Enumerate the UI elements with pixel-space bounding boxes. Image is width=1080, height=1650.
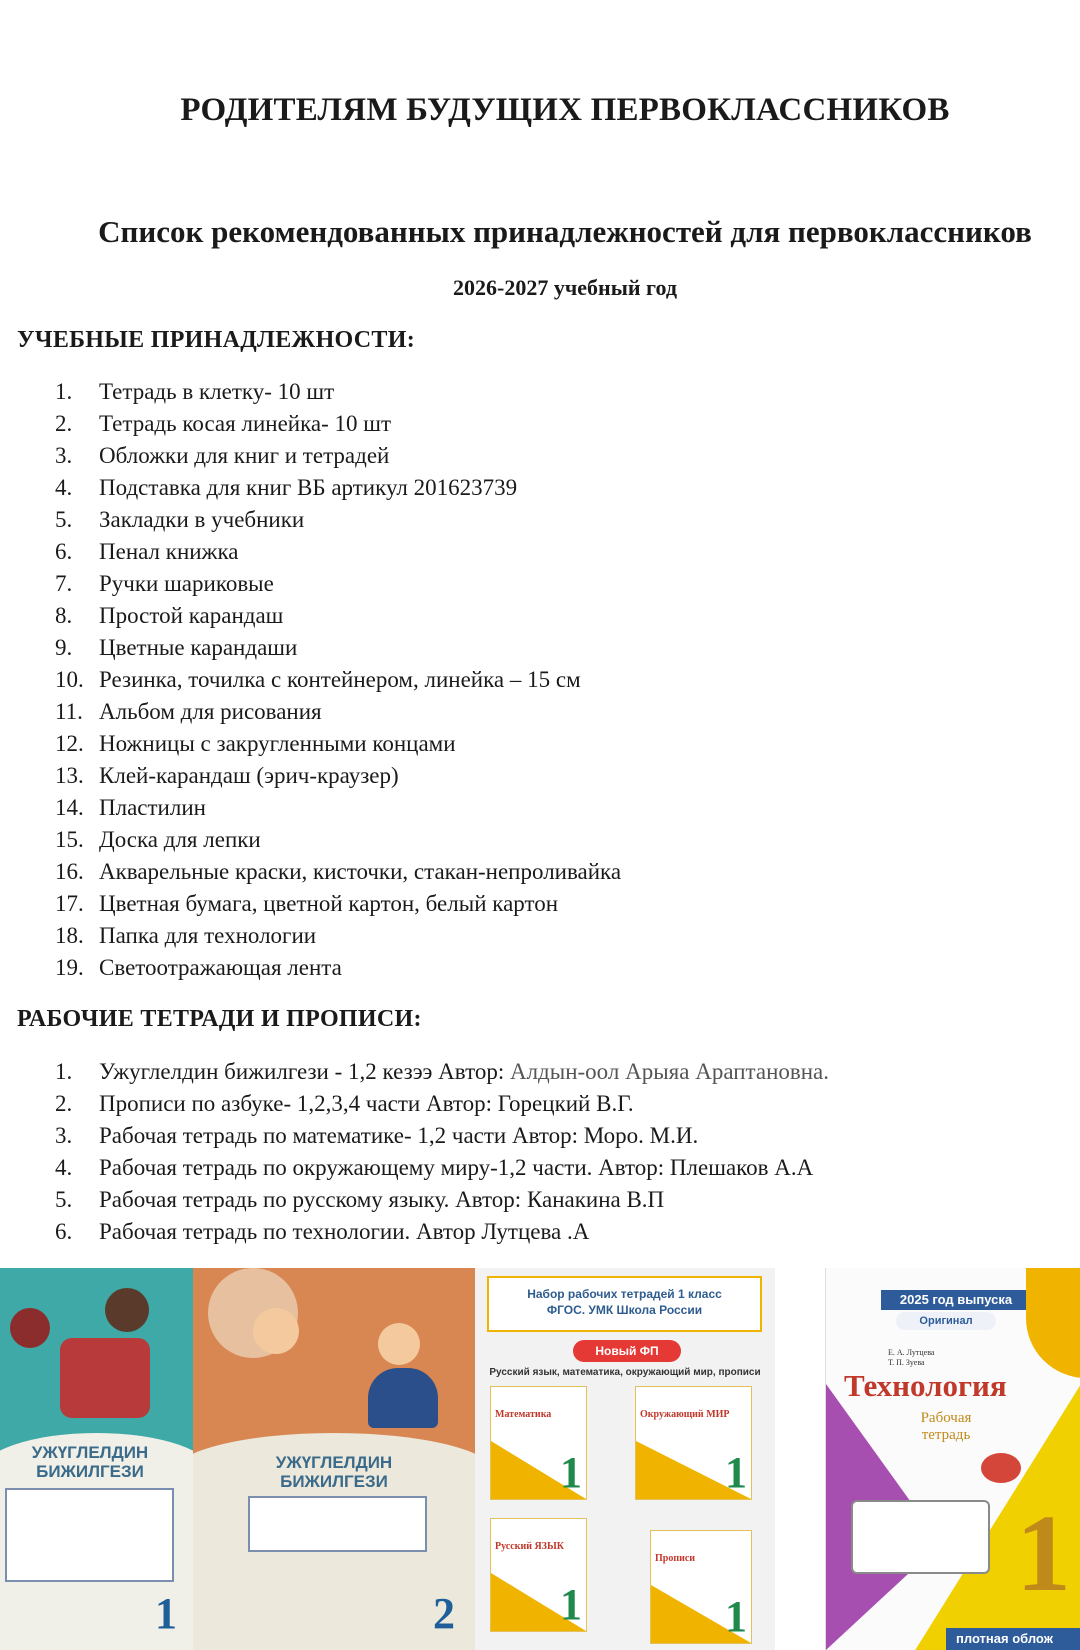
child-figure-icon bbox=[253, 1308, 299, 1354]
list-item bbox=[0, 1088, 1080, 1120]
ladybug-icon bbox=[981, 1453, 1021, 1483]
list-item bbox=[0, 728, 1080, 760]
workbooks-list bbox=[0, 1056, 1080, 1248]
list-item bbox=[0, 920, 1080, 952]
item-text bbox=[99, 408, 391, 440]
list-item bbox=[0, 632, 1080, 664]
item-main-text: Тетрадь косая линейка- 10 шт bbox=[99, 411, 392, 436]
authors: Е. А. Лутцева Т. П. Зуева bbox=[888, 1348, 935, 1367]
item-number: 6. bbox=[55, 539, 73, 564]
item-main-text: Прописи по азбуке- 1,2,3,4 части Автор: Горецкий В.Г. bbox=[99, 1091, 634, 1116]
workbook-russian: Русский ЯЗЫК 1 bbox=[490, 1518, 587, 1632]
handwritten-label bbox=[248, 1496, 427, 1552]
item-number: 12. bbox=[55, 731, 84, 756]
list-item bbox=[0, 536, 1080, 568]
book-title: Технология bbox=[844, 1368, 1007, 1403]
workbook-world: Окружающий МИР 1 bbox=[635, 1386, 752, 1500]
child-figure-icon bbox=[105, 1288, 149, 1332]
item-text bbox=[99, 536, 238, 568]
set-caption: Русский язык, математика, окружающий мир, прописи bbox=[489, 1367, 761, 1378]
item-main-text: Цветные карандаши bbox=[99, 635, 298, 660]
list-item bbox=[0, 888, 1080, 920]
school-year: 2026-2027 учебный год bbox=[453, 275, 677, 300]
book-number: 1 bbox=[1016, 1492, 1071, 1614]
book-title: УЖҮГЛЕЛДИН БИЖИЛГЕЗИ bbox=[31, 1443, 149, 1481]
item-text bbox=[99, 792, 206, 824]
item-text bbox=[99, 760, 399, 792]
item-main-text: Рабочая тетрадь по окружающему миру-1,2 части. Автор: Плешаков А.А bbox=[99, 1155, 814, 1180]
item-number: 5. bbox=[55, 1187, 73, 1212]
item-text bbox=[99, 920, 316, 952]
list-item bbox=[0, 792, 1080, 824]
item-main-text: Цветная бумага, цветной картон, белый картон bbox=[99, 891, 559, 916]
list-item bbox=[0, 440, 1080, 472]
item-text bbox=[99, 1184, 664, 1216]
item-main-text: Акварельные краски, кисточки, стакан-непроливайка bbox=[99, 859, 622, 884]
item-main-text: Резинка, точилка с контейнером, линейка – 15 см bbox=[99, 667, 581, 692]
item-main-text: Обложки для книг и тетрадей bbox=[99, 443, 390, 468]
item-main-text: Доска для лепки bbox=[99, 827, 261, 852]
item-main-text: Ручки шариковые bbox=[99, 571, 274, 596]
name-label bbox=[851, 1500, 990, 1574]
supplies-list bbox=[0, 376, 1080, 984]
workbook-propisi: Прописи 1 bbox=[650, 1530, 752, 1644]
item-number: 1. bbox=[55, 1059, 73, 1084]
item-text bbox=[99, 728, 456, 760]
item-text bbox=[99, 600, 283, 632]
item-number: 5. bbox=[55, 507, 73, 532]
item-number: 4. bbox=[55, 1155, 73, 1180]
book-subtitle: Рабочая тетрадь bbox=[920, 1410, 972, 1443]
item-text bbox=[99, 1216, 589, 1248]
item-text bbox=[99, 664, 581, 696]
workbook-photos bbox=[0, 1268, 1080, 1650]
page-subtitle: Список рекомендованных принадлежностей для первоклассников bbox=[98, 214, 1032, 249]
item-main-text: Ужуглелдин бижилгези - 1,2 кезээ Автор: bbox=[99, 1059, 510, 1084]
book-cover-tuvan-1 bbox=[0, 1268, 193, 1650]
item-text bbox=[99, 1152, 813, 1184]
item-text bbox=[99, 632, 297, 664]
item-number: 15. bbox=[55, 827, 84, 852]
item-text bbox=[99, 888, 558, 920]
book-cover-tuvan-2 bbox=[193, 1268, 475, 1650]
list-item bbox=[0, 1056, 1080, 1088]
item-number: 1. bbox=[55, 379, 73, 404]
item-number: 3. bbox=[55, 443, 73, 468]
item-main-text: Тетрадь в клетку- 10 шт bbox=[99, 379, 335, 404]
item-number: 16. bbox=[55, 859, 84, 884]
workbooks-heading: РАБОЧИЕ ТЕТРАДИ И ПРОПИСИ: bbox=[17, 1006, 422, 1032]
item-text bbox=[99, 1120, 698, 1152]
workbook-math: Математика 1 bbox=[490, 1386, 587, 1500]
item-text bbox=[99, 824, 261, 856]
item-number: 8. bbox=[55, 603, 73, 628]
book-number: 1 bbox=[155, 1589, 177, 1638]
list-item bbox=[0, 504, 1080, 536]
item-main-text: Рабочая тетрадь по математике- 1,2 части Автор: Моро. М.И. bbox=[99, 1123, 699, 1148]
item-number: 9. bbox=[55, 635, 73, 660]
list-item bbox=[0, 600, 1080, 632]
item-text bbox=[99, 568, 274, 600]
item-main-text: Клей-карандаш (эрич-краузер) bbox=[99, 763, 399, 788]
list-item bbox=[0, 1184, 1080, 1216]
item-author: Алдын-оол Арыяа Араптановна. bbox=[509, 1059, 830, 1084]
item-main-text: Подставка для книг ВБ артикул 201623739 bbox=[99, 475, 518, 500]
book-cover-technology bbox=[825, 1268, 1080, 1650]
list-item bbox=[0, 408, 1080, 440]
list-item bbox=[0, 760, 1080, 792]
item-number: 7. bbox=[55, 571, 73, 596]
original-badge: Оригинал bbox=[896, 1312, 996, 1330]
item-number: 17. bbox=[55, 891, 84, 916]
handwritten-label bbox=[5, 1488, 174, 1582]
child-figure-icon bbox=[378, 1323, 420, 1365]
item-text bbox=[99, 696, 322, 728]
item-main-text: Пенал книжка bbox=[99, 539, 239, 564]
item-main-text: Ножницы с закругленными концами bbox=[99, 731, 456, 756]
item-text bbox=[99, 376, 334, 408]
item-main-text: Пластилин bbox=[99, 795, 206, 820]
list-item bbox=[0, 952, 1080, 984]
item-text bbox=[99, 440, 389, 472]
item-number: 3. bbox=[55, 1123, 73, 1148]
item-number: 6. bbox=[55, 1219, 73, 1244]
list-item bbox=[0, 664, 1080, 696]
item-number: 19. bbox=[55, 955, 84, 980]
item-number: 2. bbox=[55, 1091, 73, 1116]
item-main-text: Рабочая тетрадь по технологии. Автор Лутцева .А bbox=[99, 1219, 590, 1244]
item-main-text: Светоотражающая лента bbox=[99, 955, 342, 980]
item-main-text: Рабочая тетрадь по русскому языку. Автор: Канакина В.П bbox=[99, 1187, 665, 1212]
list-item bbox=[0, 856, 1080, 888]
item-main-text: Альбом для рисования bbox=[99, 699, 322, 724]
list-item bbox=[0, 568, 1080, 600]
dress-icon bbox=[368, 1368, 438, 1428]
list-item bbox=[0, 472, 1080, 504]
page-title: РОДИТЕЛЯМ БУДУЩИХ ПЕРВОКЛАССНИКОВ bbox=[180, 92, 950, 128]
item-text bbox=[99, 952, 342, 984]
item-number: 4. bbox=[55, 475, 73, 500]
list-item bbox=[0, 696, 1080, 728]
list-item bbox=[0, 376, 1080, 408]
item-main-text: Закладки в учебники bbox=[99, 507, 305, 532]
item-main-text: Простой карандаш bbox=[99, 603, 284, 628]
list-item bbox=[0, 1216, 1080, 1248]
item-number: 10. bbox=[55, 667, 84, 692]
book-title: УЖҮГЛЕЛДИН БИЖИЛГЕЗИ bbox=[275, 1453, 393, 1491]
workbook-set bbox=[475, 1268, 775, 1650]
item-text bbox=[99, 856, 621, 888]
item-number: 14. bbox=[55, 795, 84, 820]
item-number: 2. bbox=[55, 411, 73, 436]
book-number: 2 bbox=[433, 1589, 455, 1638]
child-figure-icon bbox=[10, 1308, 50, 1348]
item-number: 18. bbox=[55, 923, 84, 948]
cover-footer: плотная облож bbox=[946, 1628, 1080, 1650]
list-item bbox=[0, 824, 1080, 856]
item-text bbox=[99, 504, 304, 536]
list-item bbox=[0, 1152, 1080, 1184]
year-badge: 2025 год выпуска bbox=[881, 1290, 1031, 1310]
new-badge: Новый ФП bbox=[573, 1340, 681, 1362]
item-main-text: Папка для технологии bbox=[99, 923, 317, 948]
supplies-heading: УЧЕБНЫЕ ПРИНАДЛЕЖНОСТИ: bbox=[17, 327, 416, 353]
item-number: 11. bbox=[55, 699, 83, 724]
item-number: 13. bbox=[55, 763, 84, 788]
list-item bbox=[0, 1120, 1080, 1152]
item-text bbox=[99, 1088, 634, 1120]
item-text bbox=[99, 472, 517, 504]
item-text bbox=[99, 1056, 829, 1088]
illustration-icon bbox=[60, 1338, 150, 1418]
set-banner: Набор рабочих тетрадей 1 класс ФГОС. УМК Школа России bbox=[487, 1276, 762, 1332]
corner-decor bbox=[1026, 1268, 1080, 1378]
